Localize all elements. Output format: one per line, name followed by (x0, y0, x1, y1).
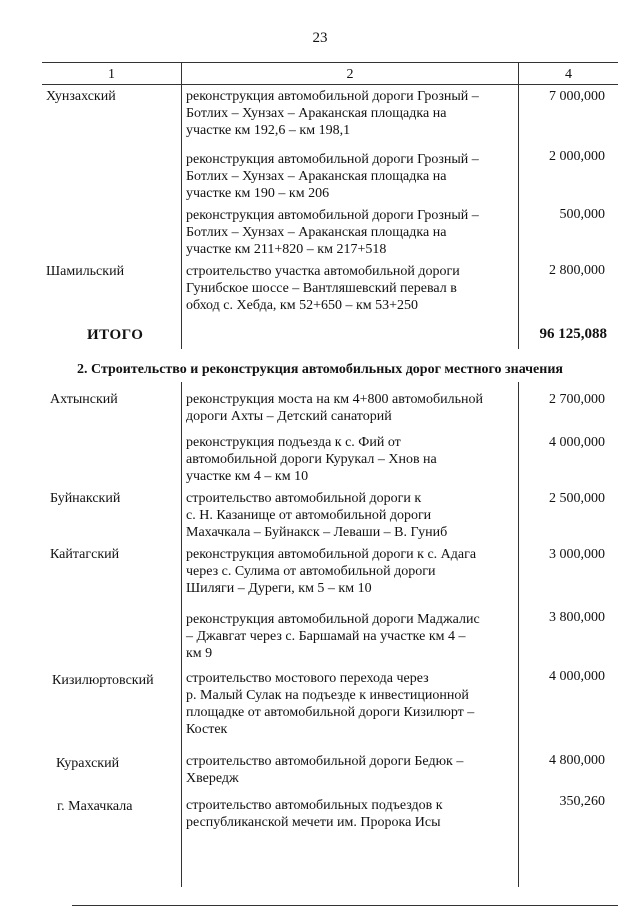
amount: 500,000 (559, 207, 605, 222)
project-description: строительство мостового перехода через р. Малый Сулак на подъезде к инвестиционной площадке от автомобильной дороги Кизилюрт – Костек (186, 671, 475, 737)
project-description: реконструкция подъезда к с. Фий от автомобильной дороги Курукал – Хнов на участке км 4 – км 10 (186, 435, 437, 484)
amount: 4 000,000 (549, 669, 605, 684)
district-name: Курахский (56, 756, 120, 771)
amount: 2 500,000 (549, 491, 605, 506)
district-name: Кайтагский (50, 547, 120, 562)
amount: 3 800,000 (549, 610, 605, 625)
project-description: реконструкция моста на км 4+800 автомобильной дороги Ахты – Детский санаторий (186, 392, 484, 424)
table-top-border (42, 62, 618, 63)
amount: 2 000,000 (549, 149, 605, 164)
amount: 7 000,000 (549, 89, 605, 104)
amount: 4 800,000 (549, 753, 605, 768)
amount: 350,260 (559, 794, 605, 809)
amount: 2 700,000 (549, 392, 605, 407)
project-description: реконструкция автомобильной дороги Маджалис – Джавгат через с. Баршамай на участке км 4 – км 9 (186, 612, 480, 661)
amount: 3 000,000 (549, 547, 605, 562)
column-header-1: 1 (108, 67, 115, 82)
district-name: Хунзахский (46, 89, 116, 104)
column-divider-2-part2 (518, 382, 519, 887)
district-name: Шамильский (46, 264, 125, 279)
header-bottom-border (42, 84, 618, 85)
project-description: реконструкция автомобильной дороги Грозный – Ботлих – Хунзах – Араканская площадка на участке км 211+820 – км 217+518 (186, 208, 479, 257)
total-value: 96 125,088 (539, 326, 607, 342)
district-name: г. Махачкала (57, 799, 133, 814)
total-label: ИТОГО (87, 327, 144, 343)
district-name: Ахтынский (50, 392, 118, 407)
district-name: Буйнакский (50, 491, 121, 506)
project-description: реконструкция автомобильной дороги Грозный – Ботлих – Хунзах – Араканская площадка на участке км 192,6 – км 198,1 (186, 89, 479, 138)
project-description: строительство автомобильной дороги к с. Н. Казанище от автомобильной дороги Махачкала – Буйнакск – Леваши – В. Гуниб (186, 491, 448, 540)
column-header-2: 2 (346, 67, 354, 82)
amount: 2 800,000 (549, 263, 605, 278)
column-divider-2 (518, 62, 519, 349)
page-number: 23 (312, 30, 328, 46)
column-divider-1 (181, 62, 182, 349)
section-title: 2. Строительство и реконструкция автомобильных дорог местного значения (77, 362, 563, 377)
project-description: строительство автомобильной дороги Бедюк – Хвередж (186, 754, 464, 786)
project-description: реконструкция автомобильной дороги Грозный – Ботлих – Хунзах – Араканская площадка на участке км 190 – км 206 (186, 152, 479, 201)
project-description: реконструкция автомобильной дороги к с. Адага через с. Сулима от автомобильной дороги Шиляги – Дуреги, км 5 – км 10 (186, 547, 477, 596)
project-description: строительство участка автомобильной дороги Гунибское шоссе – Вантляшевский перевал в обход с. Хебда, км 52+650 – км 53+250 (186, 264, 460, 313)
district-name: Кизилюртовский (52, 673, 154, 688)
column-divider-1-part2 (181, 382, 182, 887)
amount: 4 000,000 (549, 435, 605, 450)
column-header-4: 4 (565, 67, 572, 82)
project-description: строительство автомобильных подъездов к республиканской мечети им. Пророка Исы (186, 798, 443, 830)
